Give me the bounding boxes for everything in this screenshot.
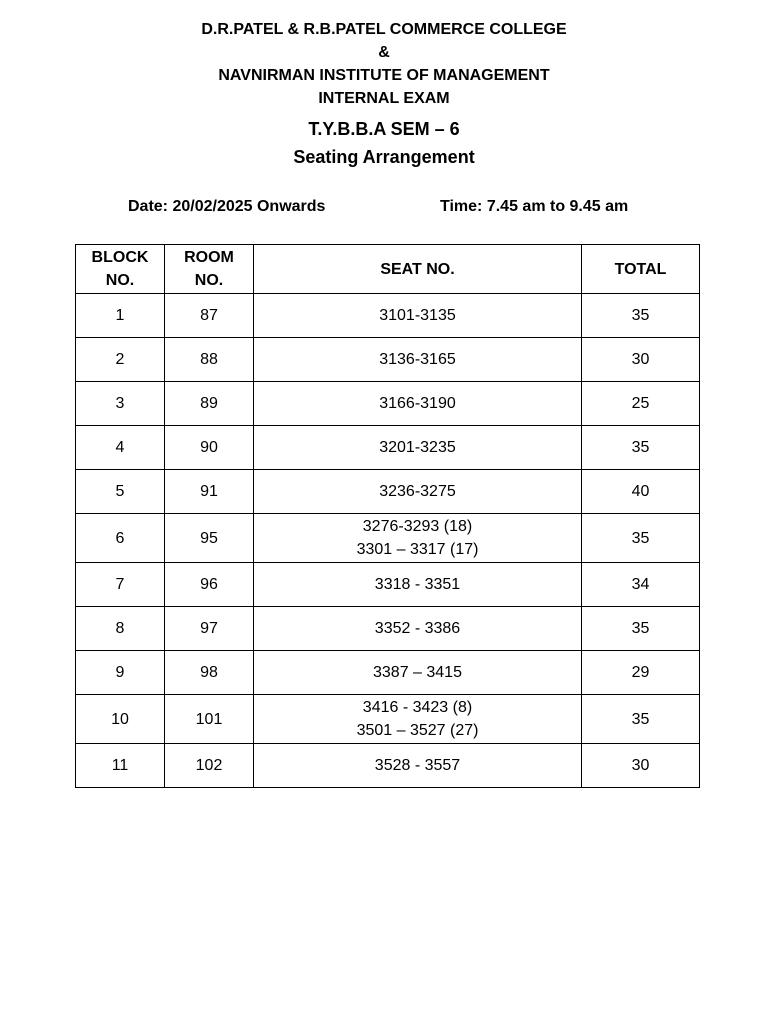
total-cell: 25 (582, 382, 700, 426)
room-cell: 95 (165, 514, 254, 563)
room-cell: 91 (165, 470, 254, 514)
seat-range: 3318 - 3351 (374, 576, 461, 593)
seat-range: 3416 - 3423 (8) (362, 699, 473, 716)
header-seat-no: SEAT NO. (254, 245, 582, 294)
header-room-label1: ROOM (184, 249, 234, 266)
college-name-line2: NAVNIRMAN INSTITUTE OF MANAGEMENT (218, 67, 550, 84)
table-body (76, 294, 700, 788)
header-room-no (165, 245, 254, 294)
document-subheader (0, 115, 768, 171)
seat-range: 3101-3135 (379, 307, 456, 324)
seat-cell (254, 470, 582, 514)
seat-cell (254, 294, 582, 338)
seat-cell (254, 607, 582, 651)
room-cell: 90 (165, 426, 254, 470)
table-row (76, 338, 700, 382)
total-cell: 40 (582, 470, 700, 514)
ampersand: & (378, 44, 390, 61)
table-row (76, 294, 700, 338)
header-block-label1: BLOCK (91, 249, 149, 266)
room-cell: 101 (165, 695, 254, 744)
block-cell: 1 (76, 294, 165, 338)
class-title: T.Y.B.B.A SEM – 6 (308, 119, 460, 139)
total-cell: 35 (582, 426, 700, 470)
room-cell: 88 (165, 338, 254, 382)
block-cell: 7 (76, 563, 165, 607)
exam-title: INTERNAL EXAM (318, 90, 450, 107)
header-total: TOTAL (582, 245, 700, 294)
block-cell: 6 (76, 514, 165, 563)
table-row (76, 382, 700, 426)
seat-cell (254, 744, 582, 788)
room-cell: 96 (165, 563, 254, 607)
total-cell: 34 (582, 563, 700, 607)
table-header-row (76, 245, 700, 294)
block-cell: 3 (76, 382, 165, 426)
header-block-label2: NO. (105, 272, 135, 289)
table-row (76, 514, 700, 563)
room-cell: 97 (165, 607, 254, 651)
seat-range: 3166-3190 (379, 395, 456, 412)
exam-date: Date: 20/02/2025 Onwards (128, 198, 326, 215)
table-row (76, 470, 700, 514)
room-cell: 89 (165, 382, 254, 426)
seat-cell (254, 338, 582, 382)
seat-range: 3528 - 3557 (374, 757, 461, 774)
block-cell: 8 (76, 607, 165, 651)
seat-range: 3276-3293 (18) (362, 518, 473, 535)
seat-range: 3136-3165 (379, 351, 456, 368)
seating-table (75, 244, 700, 788)
total-cell: 35 (582, 607, 700, 651)
header-room-label2: NO. (194, 272, 224, 289)
college-name-line1: D.R.PATEL & R.B.PATEL COMMERCE COLLEGE (201, 21, 567, 38)
table-row (76, 426, 700, 470)
room-cell: 98 (165, 651, 254, 695)
seat-cell (254, 382, 582, 426)
header-block-no (76, 245, 165, 294)
seat-cell (254, 695, 582, 744)
total-cell: 29 (582, 651, 700, 695)
seat-cell (254, 426, 582, 470)
document-header (0, 18, 768, 110)
block-cell: 11 (76, 744, 165, 788)
total-cell: 30 (582, 744, 700, 788)
total-cell: 35 (582, 294, 700, 338)
seat-range: 3387 – 3415 (373, 664, 462, 681)
seat-range: 3236-3275 (379, 483, 456, 500)
total-cell: 30 (582, 338, 700, 382)
block-cell: 10 (76, 695, 165, 744)
exam-time: Time: 7.45 am to 9.45 am (440, 198, 629, 215)
room-cell: 87 (165, 294, 254, 338)
block-cell: 4 (76, 426, 165, 470)
block-cell: 5 (76, 470, 165, 514)
seat-cell (254, 563, 582, 607)
table-row (76, 744, 700, 788)
table-row (76, 607, 700, 651)
table-row (76, 563, 700, 607)
table-row (76, 695, 700, 744)
seat-range: 3352 - 3386 (374, 620, 461, 637)
page-title: Seating Arrangement (293, 147, 475, 167)
table-row (76, 651, 700, 695)
total-cell: 35 (582, 514, 700, 563)
seat-range: 3201-3235 (379, 439, 456, 456)
block-cell: 9 (76, 651, 165, 695)
room-cell: 102 (165, 744, 254, 788)
seat-cell (254, 514, 582, 563)
block-cell: 2 (76, 338, 165, 382)
seat-range: 3301 – 3317 (17) (356, 541, 479, 558)
seat-range: 3501 – 3527 (27) (356, 722, 479, 739)
seat-cell (254, 651, 582, 695)
total-cell: 35 (582, 695, 700, 744)
